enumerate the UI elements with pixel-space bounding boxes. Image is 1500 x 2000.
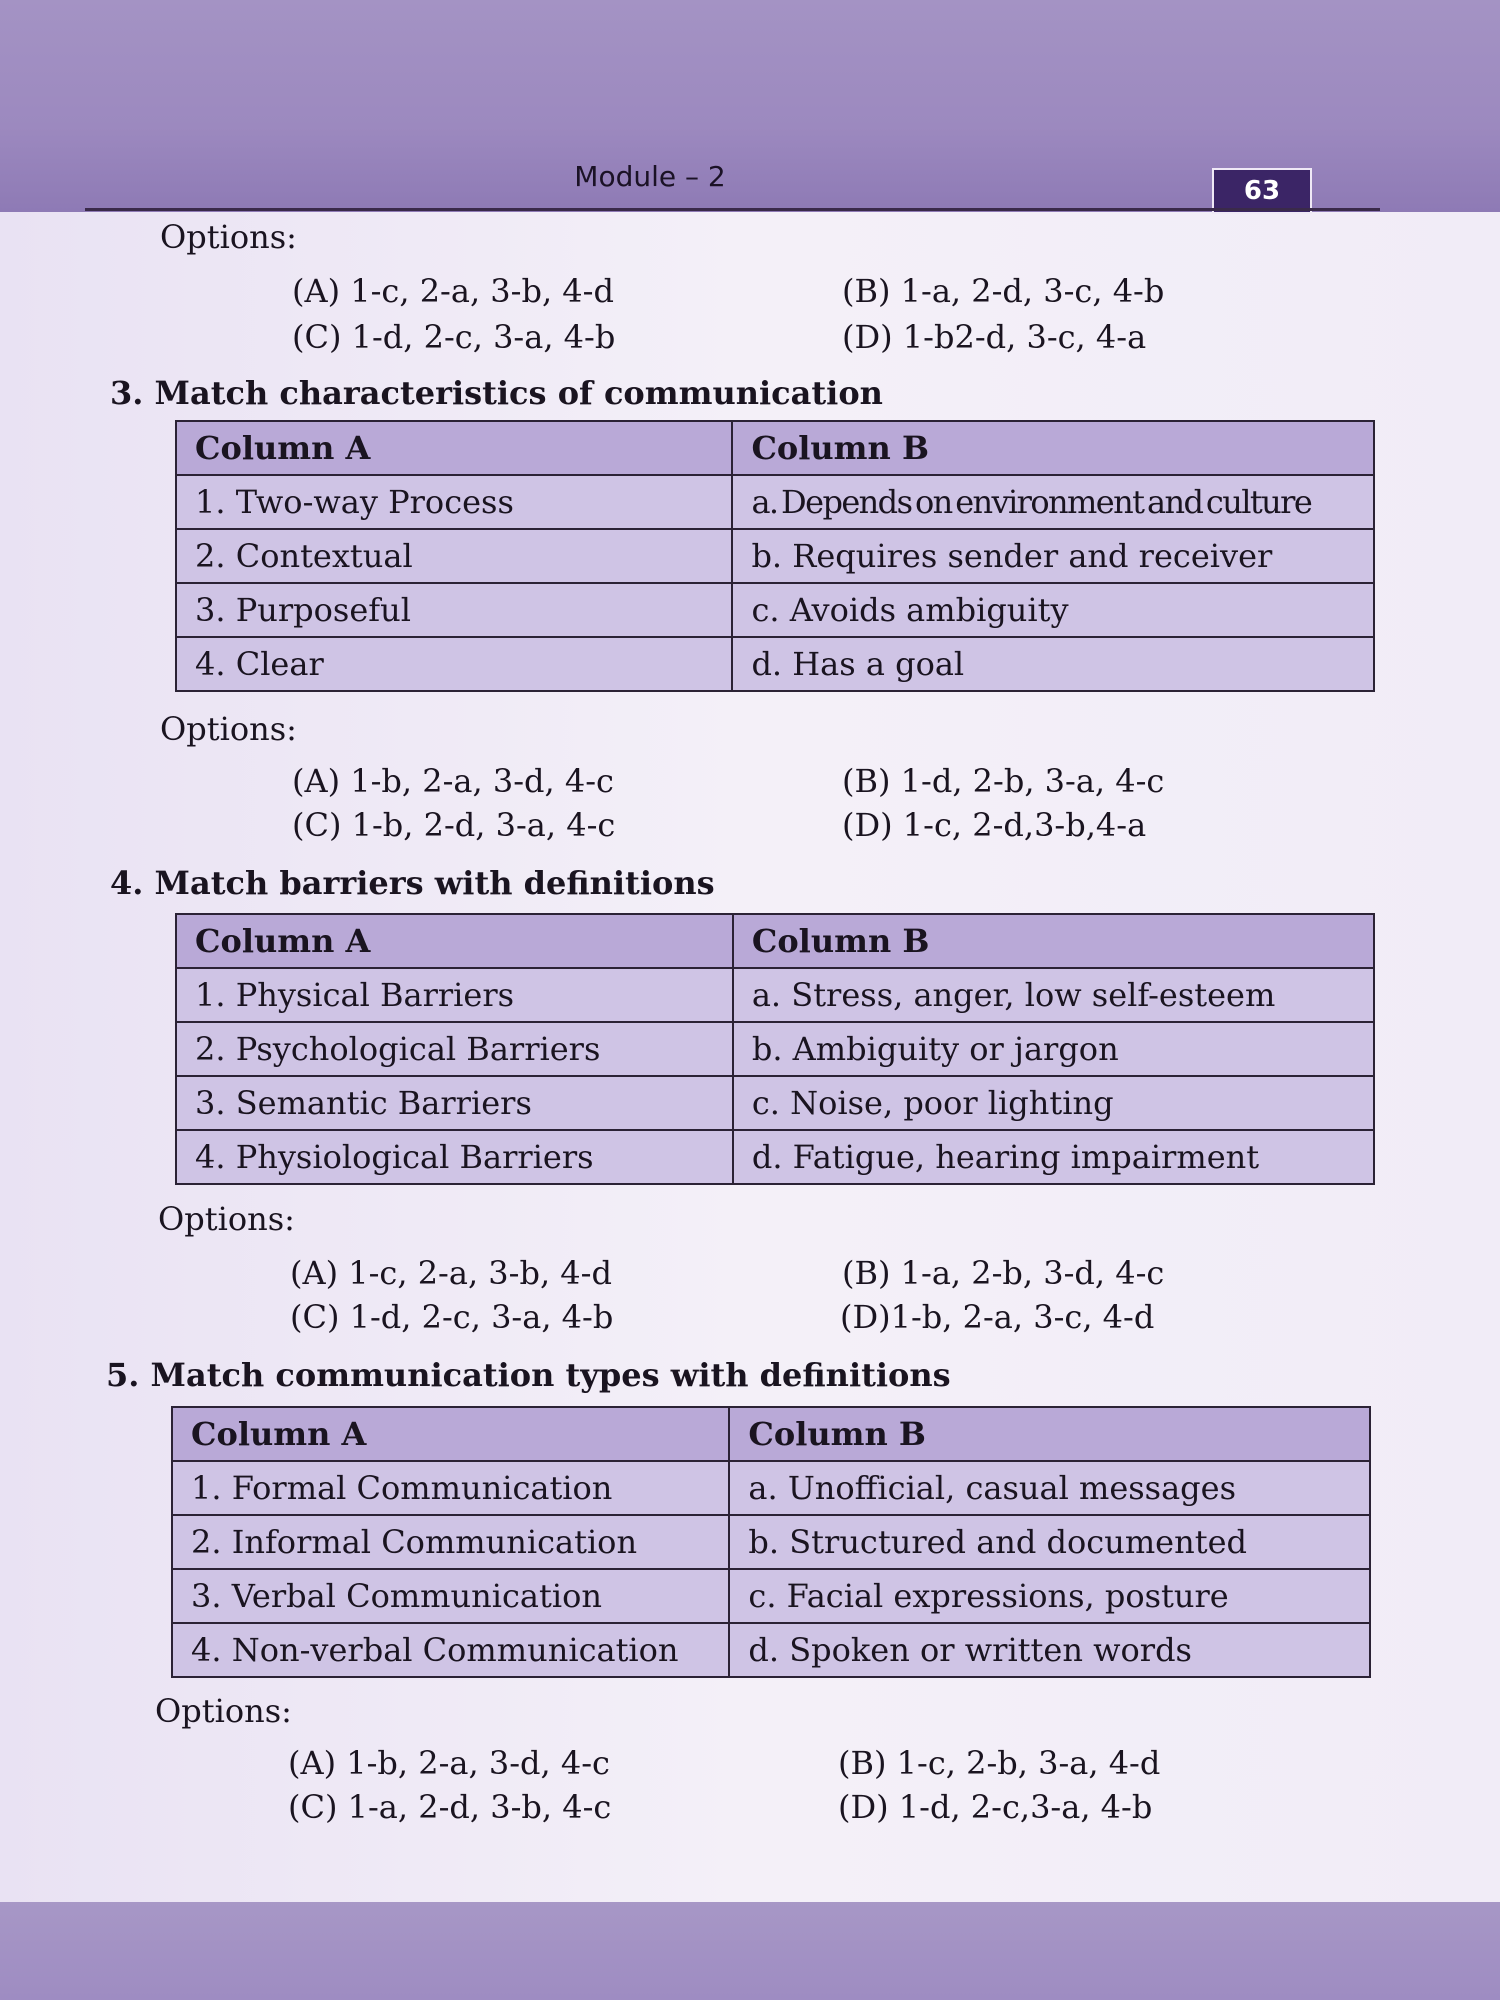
column-a-cell: 3. Purposeful	[176, 583, 732, 637]
q3-option-b: (B) 1-d, 2-b, 3-a, 4-c	[842, 762, 1165, 800]
column-a-header: Column A	[176, 914, 733, 968]
options-label: Options:	[158, 1200, 295, 1238]
column-a-cell: 4. Clear	[176, 637, 732, 691]
q2-option-d: (D) 1-b2-d, 3-c, 4-a	[842, 318, 1147, 356]
column-b-cell: c. Avoids ambiguity	[732, 583, 1374, 637]
column-a-cell: 4. Physiological Barriers	[176, 1130, 733, 1184]
module-title: Module – 2	[574, 160, 726, 193]
column-b-header: Column B	[729, 1407, 1370, 1461]
q4-option-b: (B) 1-a, 2-b, 3-d, 4-c	[842, 1254, 1165, 1292]
q3-option-c: (C) 1-b, 2-d, 3-a, 4-c	[292, 806, 616, 844]
q4-option-a: (A) 1-c, 2-a, 3-b, 4-d	[290, 1254, 612, 1292]
column-b-cell: a. Unofficial, casual messages	[729, 1461, 1370, 1515]
column-b-cell: b. Structured and documented	[729, 1515, 1370, 1569]
q4-option-c: (C) 1-d, 2-c, 3-a, 4-b	[290, 1298, 614, 1336]
table-row	[172, 1623, 1370, 1677]
q3-option-a: (A) 1-b, 2-a, 3-d, 4-c	[292, 762, 614, 800]
q3-option-d: (D) 1-c, 2-d,3-b,4-a	[842, 806, 1147, 844]
q5-option-d: (D) 1-d, 2-c,3-a, 4-b	[838, 1788, 1153, 1826]
q5-option-a: (A) 1-b, 2-a, 3-d, 4-c	[288, 1744, 610, 1782]
column-b-cell: a. Stress, anger, low self-esteem	[733, 968, 1374, 1022]
question-3-table	[175, 420, 1375, 692]
column-a-cell: 3. Semantic Barriers	[176, 1076, 733, 1130]
column-b-cell: c. Noise, poor lighting	[733, 1076, 1374, 1130]
question-4-title: 4. Match barriers with definitions	[110, 864, 715, 902]
table-header-row	[176, 914, 1374, 968]
column-b-cell: d. Fatigue, hearing impairment	[733, 1130, 1374, 1184]
q5-option-b: (B) 1-c, 2-b, 3-a, 4-d	[838, 1744, 1161, 1782]
column-a-cell: 1. Two-way Process	[176, 475, 732, 529]
column-b-cell: c. Facial expressions, posture	[729, 1569, 1370, 1623]
options-label: Options:	[160, 218, 297, 256]
q4-option-d: (D)1-b, 2-a, 3-c, 4-d	[840, 1298, 1155, 1336]
table-header-row	[172, 1407, 1370, 1461]
column-b-header: Column B	[733, 914, 1374, 968]
footer-band	[0, 1902, 1500, 2000]
table-row	[176, 475, 1374, 529]
question-5-title: 5. Match communication types with definitions	[106, 1356, 951, 1394]
page-number: 63	[1212, 168, 1312, 214]
options-label: Options:	[155, 1692, 292, 1730]
q2-option-c: (C) 1-d, 2-c, 3-a, 4-b	[292, 318, 616, 356]
column-b-cell: d. Has a goal	[732, 637, 1374, 691]
column-a-cell: 1. Physical Barriers	[176, 968, 733, 1022]
table-row	[176, 637, 1374, 691]
column-a-cell: 2. Psychological Barriers	[176, 1022, 733, 1076]
q5-option-c: (C) 1-a, 2-d, 3-b, 4-c	[288, 1788, 612, 1826]
column-b-cell: b. Ambiguity or jargon	[733, 1022, 1374, 1076]
table-row	[176, 529, 1374, 583]
column-a-cell: 3. Verbal Communication	[172, 1569, 729, 1623]
question-3-title: 3. Match characteristics of communication	[110, 374, 883, 412]
table-row	[172, 1515, 1370, 1569]
q2-option-b: (B) 1-a, 2-d, 3-c, 4-b	[842, 272, 1165, 310]
options-label: Options:	[160, 710, 297, 748]
column-a-cell: 2. Informal Communication	[172, 1515, 729, 1569]
table-row	[176, 1022, 1374, 1076]
column-a-cell: 4. Non-verbal Communication	[172, 1623, 729, 1677]
column-a-header: Column A	[176, 421, 732, 475]
table-row	[176, 1130, 1374, 1184]
question-4-table	[175, 913, 1375, 1185]
column-b-cell: b. Requires sender and receiver	[732, 529, 1374, 583]
q2-option-a: (A) 1-c, 2-a, 3-b, 4-d	[292, 272, 614, 310]
table-row	[176, 583, 1374, 637]
table-row	[176, 968, 1374, 1022]
column-b-cell: d. Spoken or written words	[729, 1623, 1370, 1677]
column-b-cell: a. Depends on environment and culture	[732, 475, 1374, 529]
table-row	[176, 1076, 1374, 1130]
question-5-table	[171, 1406, 1371, 1678]
table-row	[172, 1461, 1370, 1515]
table-header-row	[176, 421, 1374, 475]
header-divider	[85, 208, 1380, 211]
column-a-header: Column A	[172, 1407, 729, 1461]
column-a-cell: 2. Contextual	[176, 529, 732, 583]
column-b-header: Column B	[732, 421, 1374, 475]
table-row	[172, 1569, 1370, 1623]
column-a-cell: 1. Formal Communication	[172, 1461, 729, 1515]
